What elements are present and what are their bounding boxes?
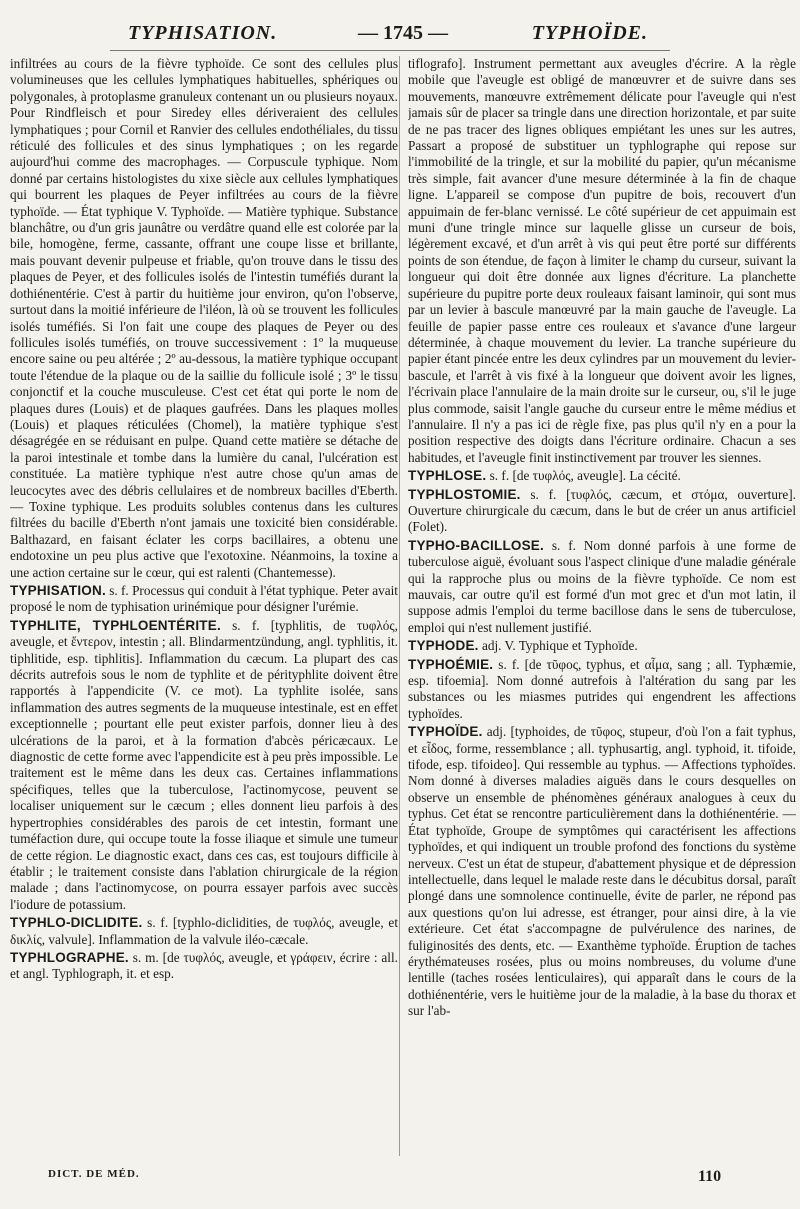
- footer-signature-mark: DICT. DE MÉD.: [48, 1168, 140, 1180]
- signature-number: 110: [698, 1168, 722, 1185]
- running-header: [110, 22, 670, 50]
- entry-typhlostomie: TYPHLOSTOMIE. s. f. [τυφλός, cæcum, et στόμα, ouverture]. Ouverture chirurgicale du cæcum, dans le but de créer un anus artificiel (Folet).: [408, 486, 796, 535]
- entry-typhode: TYPHODE. adj. V. Typhique et Typhoïde.: [408, 638, 638, 654]
- entry-typhoemie: TYPHOÉMIE. s. f. [de τῦφος, typhus, et αἷμα, sang ; all. Typhæmie, esp. tifoemia]. Nom donné autrefois à l'altération du sang par les substances ou les miasmes putrides qui engendrent les affections typhoïdes.: [408, 656, 796, 721]
- entry-headword: TYPHLOGRAPHE.: [10, 949, 129, 965]
- entry-headword: TYPHOÉMIE.: [408, 656, 494, 672]
- entry-headword: TYPHODE.: [408, 638, 479, 654]
- left-column: [10, 56, 398, 1156]
- entry-typhlographe-start: TYPHLOGRAPHE. s. m. [de τυφλός, aveugle, et γράφειν, écrire : all. et angl. Typhlograph, it. et esp.: [10, 949, 398, 982]
- page-footer: [0, 1168, 800, 1192]
- entry-typhisation: TYPHISATION. s. f. Processus qui conduit à l'état typhique. Peter avait proposé le nom de typhisation urinémique pour désigner l'urémie.: [10, 583, 398, 615]
- entry-typhlographe-continued: tiflografo]. Instrument permettant aux aveugles d'écrire. A la règle mobile que l'aveugle est obligé de manœuvrer et de suivre dans ses mouvements, manœuvre extrêmement délicate pour l'aveugle qui n'est jamais sûr de placer sa tringle dans une direction horizontale, et par suite de ne pas tracer des lignes obliques empiétant les unes sur les autres, Passart a proposé de substituer un typhlographe qui repose sur l'immobilité de la tringle, et sur la mobilité du papier, qu'un mécanisme très simple, fait avancer d'une mesure déterminée à la fin de chaque ligne. L'appareil se compose d'un pupitre de bois, recouvert d'un appuimain de fer-blanc vernissé. Le côté supérieur de cet appuimain est muni d'une tringle mince sur laquelle glisse un curseur de bois, légèrement excavé, et d'un arrêt à vis qui peut être porté sur différents points de son étendue, de façon à limiter le champ du curseur, suivant la longueur qui doit être donnée aux lignes d'écriture. La planchette supérieure du pupitre porte deux rouleaux faisant laminoir, qui sont mus par un levier à bascule manœuvré par la main gauche de l'aveugle. La feuille de papier passe entre ces rouleaux et s'avance d'une largeur déterminée, à chaque mouvement du levier. La tranche supérieure du papier étant pincée entre les deux cylindres par un mouvement du levier-bascule, et l'arrêt à vis fixé à la longueur que doivent avoir les lignes, l'écrivain place l'annulaire de la main droite sur le curseur, ou, s'il le juge plus commode, saisit l'angle gauche du curseur entre le même médius et l'annulaire. Il n'y a pas ici de règle fixe, pas plus qu'il n'y en a pour la position respective des doigts dans l'écriture ordinaire. Chacun a ses habitudes, et l'aveugle finit instinctivement par trouver les siennes.: [408, 56, 796, 465]
- entry-headword: TYPHLO-DICLIDITE.: [10, 915, 143, 931]
- entry-typhlo-diclidite: TYPHLO-DICLIDITE. s. f. [typhlo-diclidities, de τυφλός, aveugle, et δικλίς, valvule]. Inflammation de la valvule iléo-cæcale.: [10, 915, 398, 947]
- continued-entry-text: infiltrées au cours de la fièvre typhoïde. Ce sont des cellules plus volumineuses que les cellules lymphatiques habituelles, sphériques ou polygonales, à protoplasme granuleux contenant un ou plusieurs noyaux. Pour Rindfleisch et pour Siredey elles dériveraient des cellules lymphatiques ; pour Cornil et Ranvier des cellules endothéliales, du tissu réticulé des follicules et des sinus lymphatiques ; on les regarde aujourd'hui comme des macrophages. — Corpuscule typhique. Nom donné par certains histologistes du xixe siècle aux cellules lymphatiques qui bourrent les plaques de Peyer infiltrées au cours de la fièvre typhoïde. — État typhique V. Typhoïde. — Matière typhique. Substance blanchâtre, ou d'un gris jaunâtre ou verdâtre quand elle est colorée par la bile, homogène, ferme, cassante, offrant une coupe lisse et brillante, mais pouvant devenir pulpeuse et friable, qu'on trouve dans le tissu des plaques de Peyer, et des follicules isolés de l'intestin tuméfiés durant la dothiénentérie. C'est à partir du huitième jour environ, qu'on l'observe, surtout dans la moitié inférieure de l'iléon, là où se trouvent les follicules isolés tuméfiés. Si l'on fait une coupe des plaques de Peyer ou des follicules isolés tuméfiés, on trouve successivement : 1º la muqueuse encore saine ou peu altérée ; 2º au-dessous, la matière typhique occupant toute l'étendue de la plaque ou de la saillie du follicule isolé ; 3º le tissu conjonctif et la couche musculeuse. C'est cet état qui porte le nom de plaques dures (Louis) et de plaques gaufrées. Dans les plaques molles (Louis) et plaques réticulées (Chomel), la matière typhique s'est désagrégée en se réduisant en pulpe. Quand cette matière se détache de la paroi intestinale et tombe dans la lumière du canal, l'ulcération est constituée. La matière typhique n'est autre chose qu'un amas de leucocytes avec des débris cellulaires et de nombreux bacilles d'Eberth. — Toxine typhique. Les produits solubles contenus dans les cultures filtrées du bacille d'Eberth n'ont jamais une toxicité bien considérable. Balthazard, en faisant éclater les corps bacillaires, a obtenu une endotoxine un peu plus active que l'exotoxine. Néanmoins, la toxine a une action certaine sur le cœur, qui est ralenti (Chantemesse).: [10, 56, 398, 580]
- header-left-word: TYPHISATION.: [128, 22, 278, 44]
- header-right-word: TYPHOÏDE.: [531, 22, 648, 44]
- entry-headword: TYPHLOSTOMIE.: [408, 486, 521, 502]
- entry-headword: TYPHLOSE.: [408, 468, 487, 484]
- entry-typho-bacillose: TYPHO-BACILLOSE. s. f. Nom donné parfois à une forme de tuberculose aiguë, évoluant sous l'aspect clinique d'une maladie générale qui la rapproche plus ou moins de la fièvre typhoïde. Ce nom est mauvais, car outre qu'il est formé d'un mot grec et d'un mot latin, il suppose admis l'emploi du terme bacillose dans le sens de tuberculose, emploi qui n'est nullement justifié.: [408, 537, 796, 635]
- entry-typhoide: TYPHOÏDE. adj. [typhoides, de τῦφος, stupeur, d'où l'on a fait typhus, et εἶδος, forme, ressemblance ; all. typhusartig, angl. typhoid, it. tifoide, tifode, esp. tifoideo]. Qui ressemble au typhus. — Affections typhoïdes. Nom donné à diverses maladies aiguës dans le cours desquelles on observe un ensemble de phénomènes généraux analogues à ceux du typhus. Cet état se rencontre particulièrement dans la dothiénentérie. — État typhoïde, Groupe de symptômes qui caractérisent les affections typhoïdes, et qui indiquent un trouble profond des fonctions du système nerveux. C'est un état de stupeur, d'abattement physique et de dépression intellectuelle, dans lequel le malade reste dans le décubitus dorsal, paraît plongé dans une somnolence continuelle, évite de parler, ne répond pas aux questions qu'on lui adresse, est étranger, pour ainsi dire, à la vie extérieure. Cet état s'accompagne de pulvérulence des narines, de fuliginosités des dents, etc. — Exanthème typhoïde. Éruption de taches érythémateuses rosées, plus ou moins nombreuses, du volume d'une lentille (taches rosées lenticulaires), qui apparaît dans le cours de la dothiénentérie, vers le huitième jour de la maladie, à la base du thorax et sur l'ab-: [408, 724, 796, 1019]
- right-column: [408, 56, 796, 1156]
- entry-typhlite: TYPHLITE, TYPHLOENTÉRITE. s. f. [typhlitis, de τυφλός, aveugle, et ἔντερον, intestin ; all. Blindarmentzündung, angl. typhlitis, it. tiphlitide, esp. tiphlitis]. Inflammation du cæcum. La plupart des cas décrits autrefois sous le nom de typhlite et de pérityphlite doivent être rapportés à l'appendicite (V. ce mot). La typhlite isolée, sans inflammation des autres segments de la muqueuse intestinale, est en effet exceptionnelle ; pourtant elle peut exister parfois, donner lieu à des ulcérations de la paroi, et à la formation d'abcès péricæcaux. Le diagnostic de cette forme avec l'appendicite est à peu près impossible. Le traitement est le même dans les deux cas. Certaines inflammations spécifiques, telles que la tuberculose, l'actinomycose, peuvent se localiser uniquement sur le cæcum ; elles donnent lieu parfois à des hypertrophies considérables des parois de cet intestin, formant une tuméfaction dure, qui occupe toute la fosse iliaque et simule une tumeur de cette région. Le diagnostic exact, dans ces cas, est toujours difficile à établir ; le traitement consiste dans l'ablation chirurgicale de la région malade ; dans l'actinomycose, on pourra essayer parfois avec succès l'iodure de potassium.: [10, 617, 398, 912]
- page-number: — 1745 —: [358, 22, 448, 44]
- entry-headword: TYPHISATION.: [10, 583, 106, 598]
- header-rule: [110, 50, 670, 51]
- column-divider: [399, 56, 400, 1156]
- entry-headword: TYPHOÏDE.: [408, 724, 483, 740]
- entry-headword: TYPHO-BACILLOSE.: [408, 537, 544, 553]
- entry-headword: TYPHLITE, TYPHLOENTÉRITE.: [10, 617, 221, 633]
- entry-typhlose: TYPHLOSE. s. f. [de τυφλός, aveugle]. La cécité.: [408, 468, 681, 484]
